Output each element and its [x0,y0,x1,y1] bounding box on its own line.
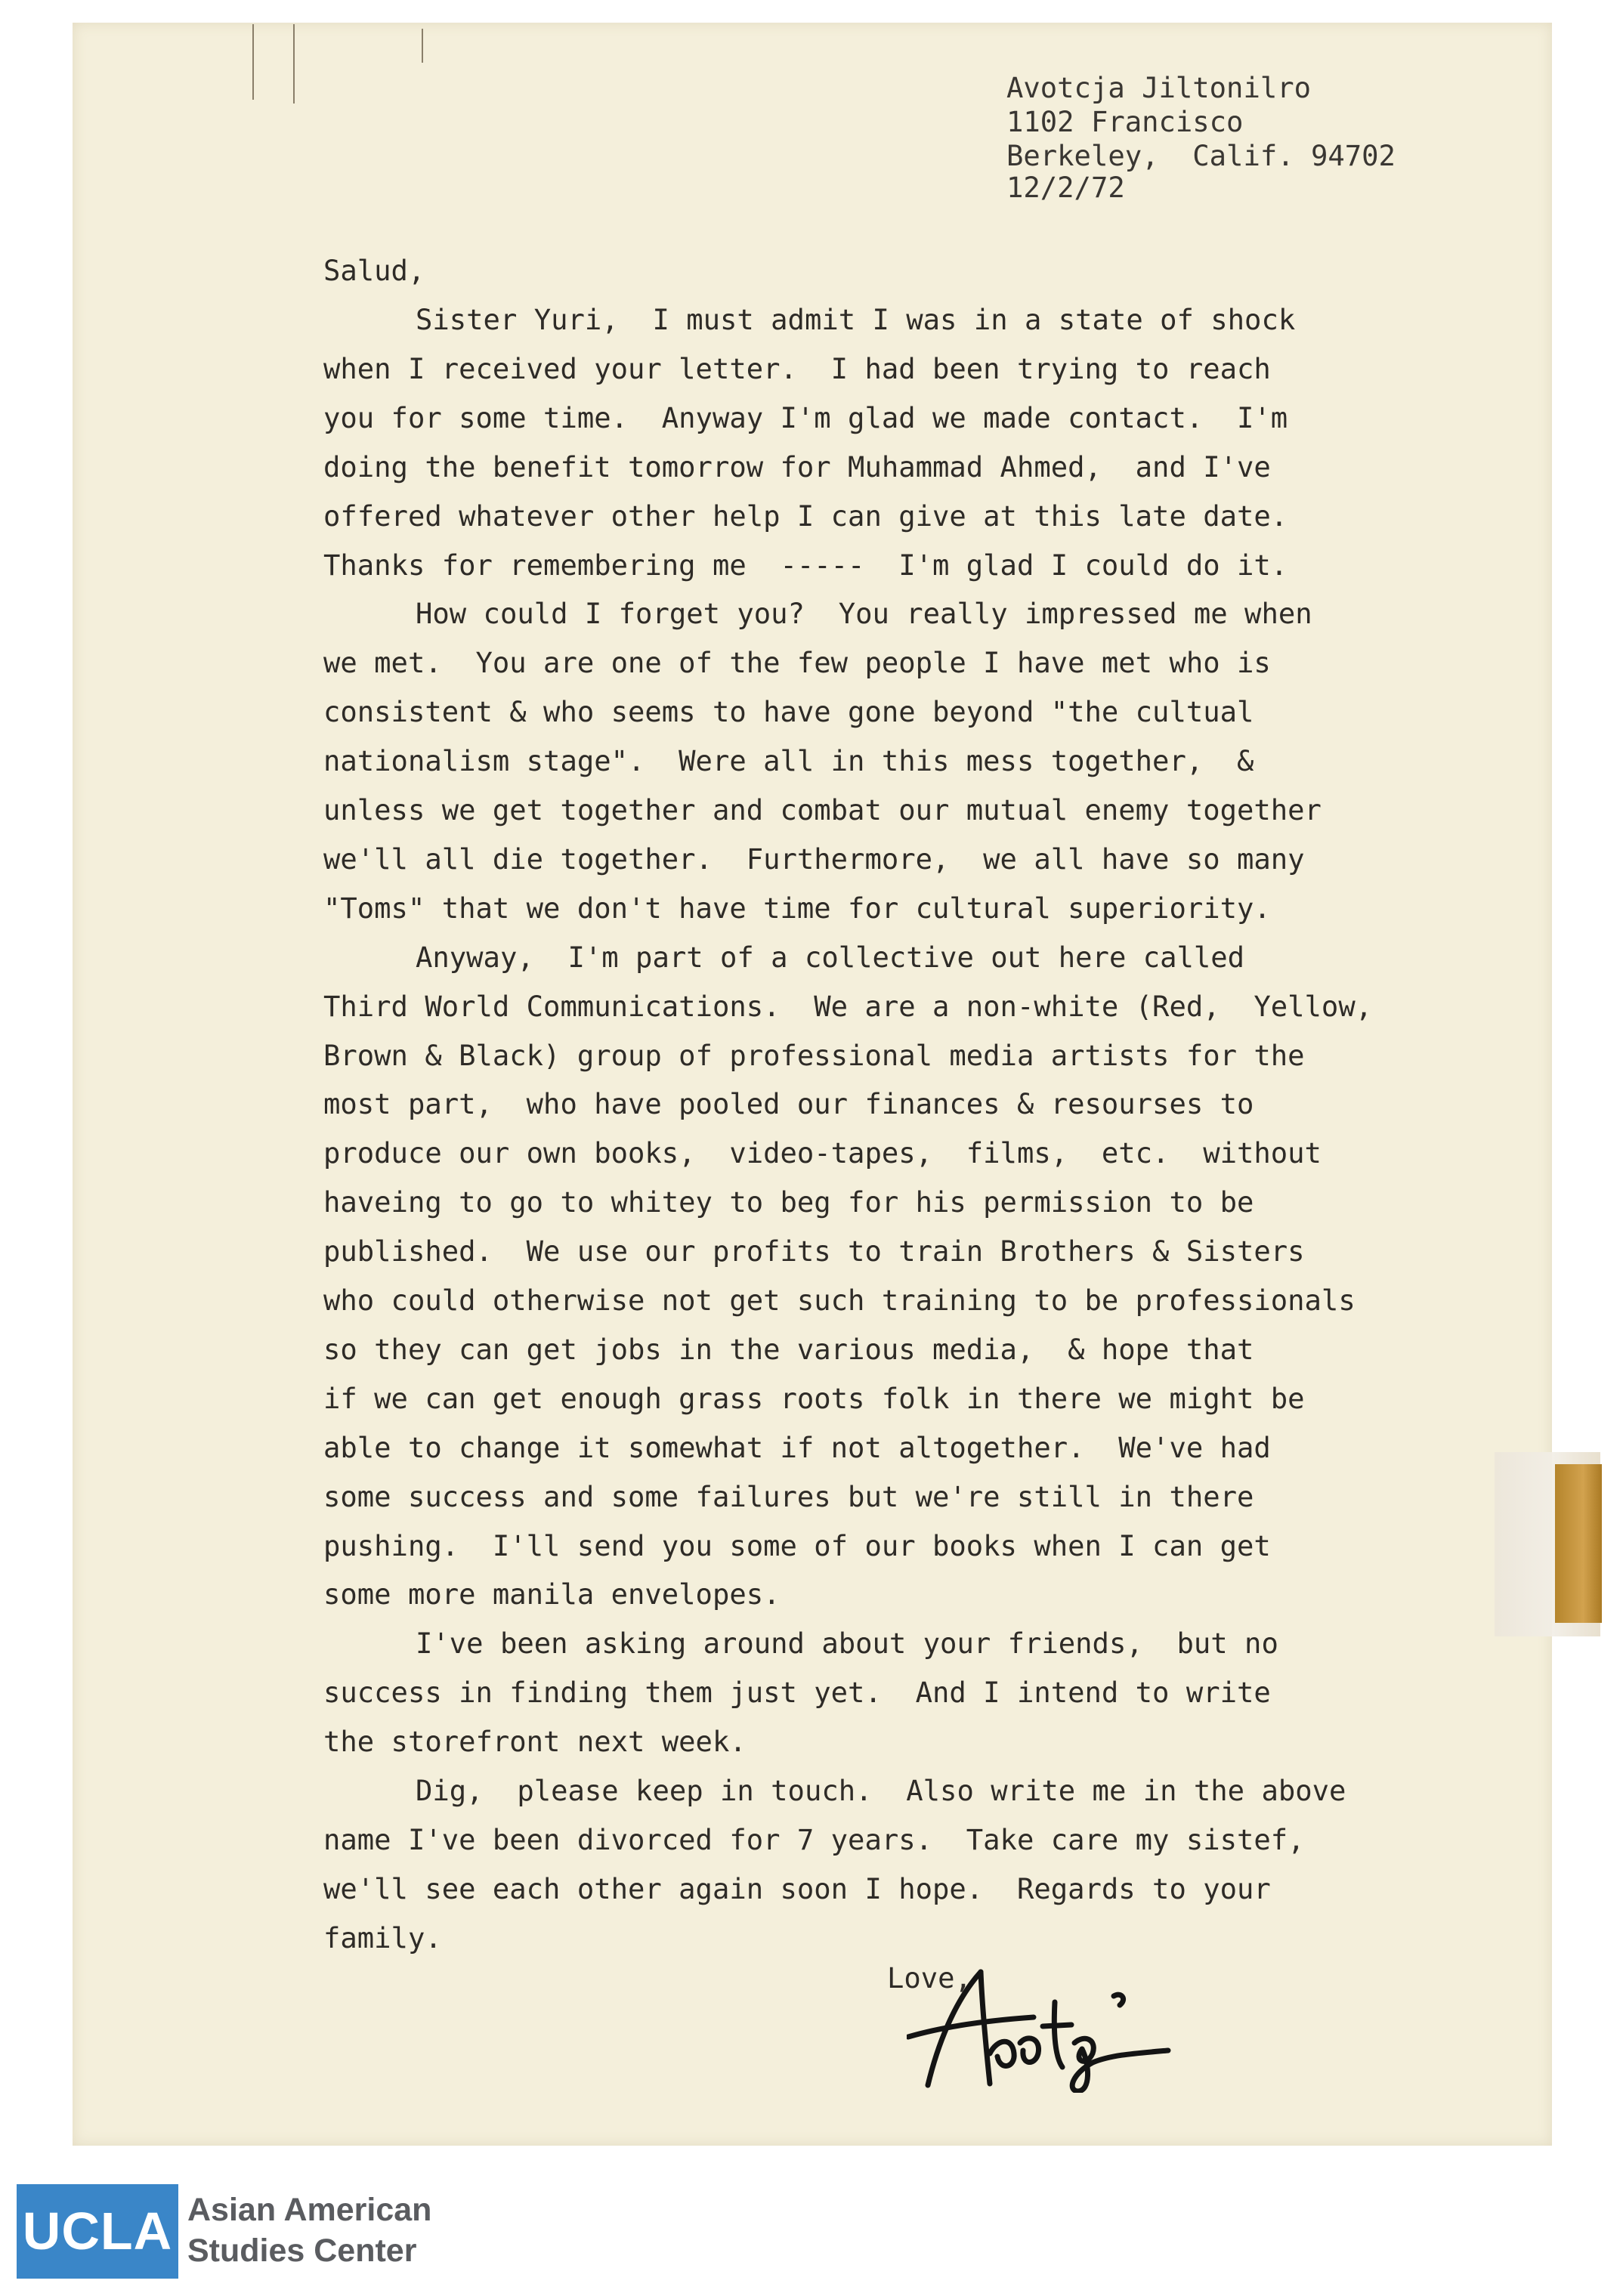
tape-strip-aged [1555,1464,1602,1623]
letter-line: able to change it somewhat if not altogether. We've had [323,1431,1271,1464]
sender-street: 1102 Francisco [1006,105,1244,138]
letter-line: "Toms" that we don't have time for cultural superiority. [323,892,1271,925]
letter-line: Anyway, I'm part of a collective out here called [416,941,1245,974]
letter-line: pushing. I'll send you some of our books when I can get [323,1529,1271,1562]
letter-line: haveing to go to whitey to beg for his permission to be [323,1185,1254,1219]
letter-line: I've been asking around about your friends, but no [416,1627,1278,1660]
sender-city: Berkeley, Calif. 94702 [1006,139,1396,172]
letter-line: nationalism stage". Were all in this mess together, & [323,744,1254,777]
letter-line: family. [323,1921,442,1955]
ucla-aasc-logo [17,2184,432,2279]
ucla-wordmark: UCLA [17,2184,178,2279]
letter-line: the storefront next week. [323,1725,747,1758]
handwritten-signature [907,1964,1179,2093]
letter-line: unless we get together and combat our mutual enemy together [323,793,1322,827]
sender-name: Avotcja Jiltonilro [1006,71,1311,104]
letter-line: Thanks for remembering me ----- I'm glad I could do it. [323,549,1288,582]
letter-date: 12/2/72 [1006,171,1125,204]
letter-line: some more manila envelopes. [323,1578,781,1611]
letter-line: doing the benefit tomorrow for Muhammad Ahmed, and I've [323,450,1271,484]
fold-mark [252,24,254,100]
letter-line: we'll all die together. Furthermore, we all have so many [323,842,1305,876]
letter-line: Dig, please keep in touch. Also write me in the above [416,1774,1346,1807]
fold-mark [293,24,295,104]
letter-line: who could otherwise not get such training to be professionals [323,1284,1356,1317]
letter-line: we'll see each other again soon I hope. Regards to your [323,1872,1271,1905]
logo-line-2: Studies Center [187,2233,417,2269]
letter-line: name I've been divorced for 7 years. Take care my sistef, [323,1823,1305,1856]
letter-line: consistent & who seems to have gone beyond "the cultual [323,695,1254,728]
letter-line: some success and some failures but we're still in there [323,1480,1254,1513]
logo-line-1: Asian American [187,2192,432,2228]
letter-line: How could I forget you? You really impressed me when [416,597,1312,630]
letter-line: Third World Communications. We are a non-white (Red, Yellow, [323,990,1373,1023]
greeting: Salud, [323,254,425,287]
letter-line: if we can get enough grass roots folk in there we might be [323,1382,1305,1415]
letter-line: published. We use our profits to train Brothers & Sisters [323,1235,1305,1268]
letter-line: most part, who have pooled our finances & resourses to [323,1087,1254,1120]
fold-mark [422,29,423,63]
letter-line: so they can get jobs in the various media, & hope that [323,1333,1254,1366]
letter-line: we met. You are one of the few people I have met who is [323,646,1271,679]
letter-line: when I received your letter. I had been trying to reach [323,352,1271,385]
letter-line: Sister Yuri, I must admit I was in a state of shock [416,303,1296,336]
closing: Love, [887,1961,972,1995]
letter-line: Brown & Black) group of professional media artists for the [323,1039,1305,1072]
letter-line: produce our own books, video-tapes, films, etc. without [323,1136,1322,1170]
letter-line: success in finding them just yet. And I intend to write [323,1676,1271,1709]
letter-line: offered whatever other help I can give at this late date. [323,499,1288,533]
letter-line: you for some time. Anyway I'm glad we made contact. I'm [323,401,1288,434]
